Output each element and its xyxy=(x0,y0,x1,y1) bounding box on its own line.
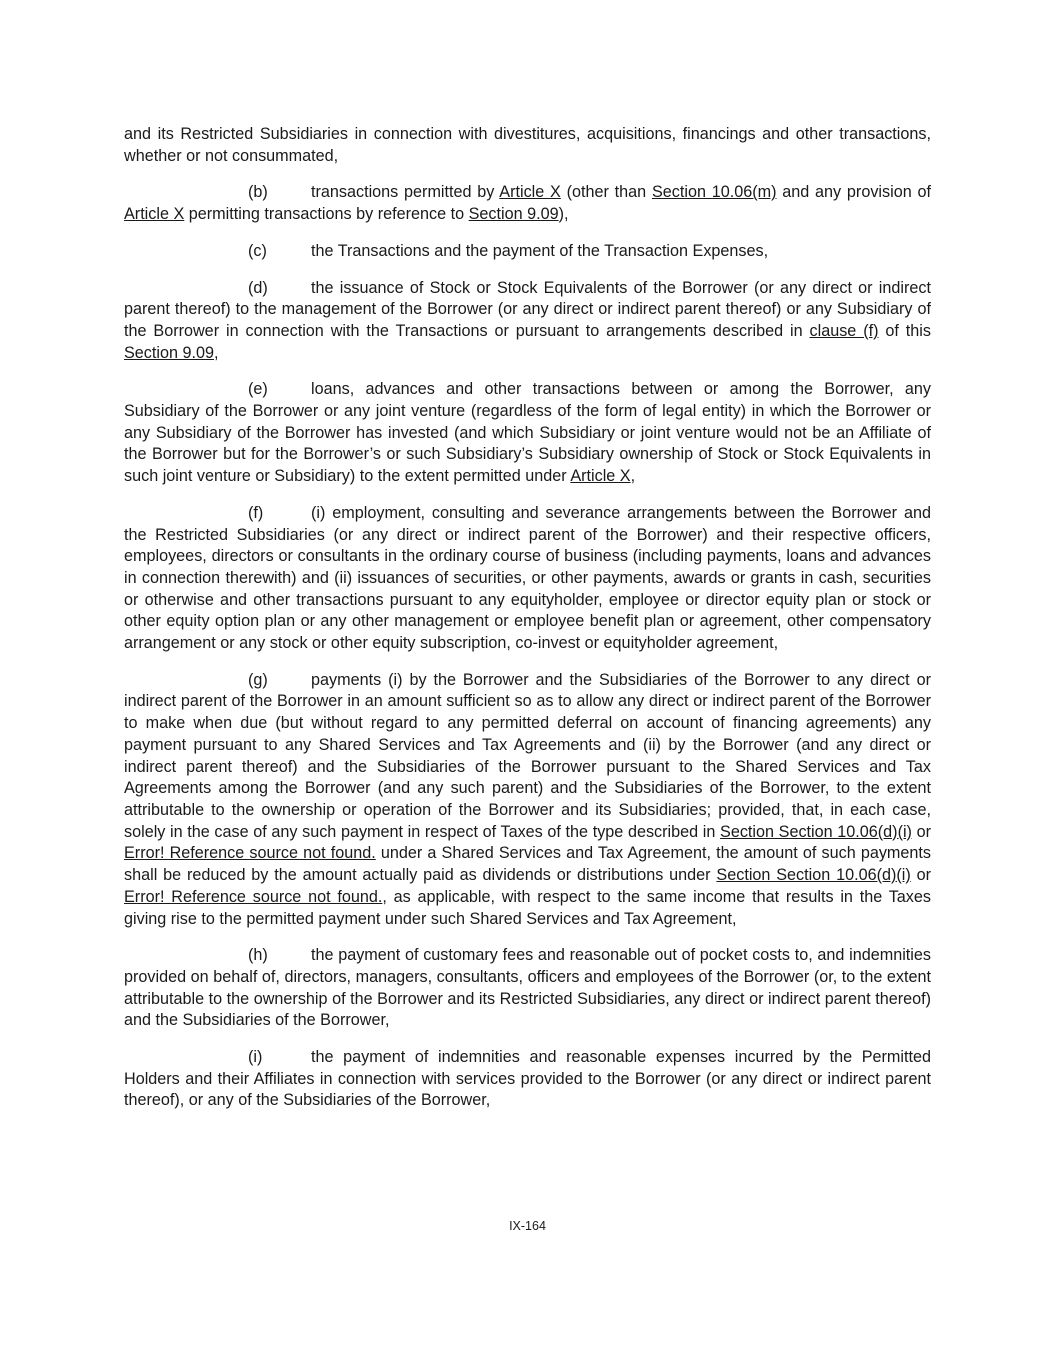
clause-text: payments (i) by the Borrower and the Subsidiaries of the Borrower to any direct or indirect parent of the Borrower in an amount sufficient so as to allow any direct or indirect parent of the Borrower to make when due (but without regard to any permitted deferral on account of financing agreements) any payment pursuant to any Shared Services and Tax Agreements and (ii) by the Borrower (and any direct or indirect parent thereof) and the Subsidiaries of the Borrower pursuant to the Shared Services and Tax Agreements among the Borrower (and any such parent) and the Subsidiaries of the Borrower, to the extent attributable to the ownership or operation of the Borrower and its Subsidiaries; provided, that, in each case, solely in the case of any such payment in respect of Taxes of the type described in xyxy=(124,670,931,841)
page-number: IX-164 xyxy=(509,1219,546,1233)
clause-b xyxy=(124,182,931,225)
cross-reference-link[interactable]: Section 9.09 xyxy=(124,343,214,362)
broken-reference-link[interactable]: Error! Reference source not found. xyxy=(124,844,376,863)
clause-text: the payment of customary fees and reasonable out of pocket costs to, and indemnities provided on behalf of, directors, managers, consultants, officers and employees of the Borrower (or, to the extent attributable to the ownership of the Borrower and its Restricted Subsidiaries, any direct or indirect parent thereof) and the Subsidiaries of the Borrower, xyxy=(124,946,931,1030)
broken-reference-link[interactable]: Error! Reference source not found. xyxy=(124,887,383,906)
cross-reference-link[interactable]: Article X xyxy=(570,467,631,486)
clause-text: ), xyxy=(558,205,569,224)
cross-reference-link[interactable]: clause (f) xyxy=(809,321,879,340)
document-body xyxy=(124,124,931,1127)
clause-text: the issuance of Stock or Stock Equivalents of the Borrower (or any direct or indirect parent thereof) to the management of the Borrower (or any direct or indirect parent thereof) or any Subsidiary of the Borrower in connection with the Transactions or pursuant to arrangements described in xyxy=(124,278,931,340)
clause-label: (f) xyxy=(248,503,264,522)
clause-text: loans, advances and other transactions between or among the Borrower, any Subsidiary of the Borrower or any joint venture (regardless of the form of legal entity) in which the Borrower or any Subsidiary of the Borrower has invested (and which Subsidiary or joint venture would not be an Affiliate of the Borrower but for the Borrower’s or such Subsidiary’s Subsidiary ownership of Stock or Stock Equivalents in such joint venture or Subsidiary) to the extent permitted under xyxy=(124,380,931,486)
clause-text: or xyxy=(910,866,931,885)
clause-text: and any provision of xyxy=(776,183,931,202)
clause-text: the Transactions and the payment of the Transaction Expenses, xyxy=(311,241,769,260)
clause-text: , xyxy=(214,343,219,362)
clause-text: (i) employment, consulting and severance arrangements between the Borrower and the Restricted Subsidiaries (or any direct or indirect parent of the Borrower) and their respective officers, employees, directors or consultants in the ordinary course of business (including payments, loans and advances in connection therewith) and (ii) issuances of securities, or other payments, awards or grants in cash, securities or otherwise and other transactions pursuant to any equityholder, employee or director equity plan or stock or other equity option plan or any other management or employee benefit plan or agreement, other compensatory arrangement or any stock or other equity subscription, co-invest or equityholder agreement, xyxy=(124,503,931,653)
clause-g xyxy=(124,670,931,930)
cross-reference-link[interactable]: Article X xyxy=(499,183,561,202)
opening-text: and its Restricted Subsidiaries in connection with divestitures, acquisitions, financings and other transactions, whether or not consummated, xyxy=(124,125,931,165)
cross-reference-link[interactable]: Section Section 10.06(d)(i) xyxy=(716,866,911,885)
clause-label: (e) xyxy=(248,380,268,399)
clause-label: (d) xyxy=(248,278,268,297)
cross-reference-link[interactable]: Section 10.06(m) xyxy=(651,183,777,202)
cross-reference-link[interactable]: Article X xyxy=(124,205,185,224)
clause-text: transactions permitted by xyxy=(311,183,500,202)
clause-text: of this xyxy=(878,321,931,340)
clause-label: (c) xyxy=(248,241,267,260)
clause-i xyxy=(124,1047,931,1112)
clause-text: the payment of indemnities and reasonable expenses incurred by the Permitted Holders and their Affiliates in connection with services provided to the Borrower (or any direct or indirect parent thereof), or any of the Subsidiaries of the Borrower, xyxy=(124,1048,931,1110)
clause-h xyxy=(124,945,931,1032)
clause-label: (b) xyxy=(248,183,268,202)
cross-reference-link[interactable]: Section Section 10.06(d)(i) xyxy=(720,822,912,841)
clause-text: , xyxy=(630,467,636,486)
clause-label: (h) xyxy=(248,946,268,965)
opening-paragraph xyxy=(124,124,931,167)
clause-text: or xyxy=(911,822,931,841)
clause-text: (other than xyxy=(560,183,652,202)
clause-text: permitting transactions by reference to xyxy=(184,205,469,224)
clause-d xyxy=(124,278,931,365)
clause-text: , as applicable, with respect to the same income that results in the Taxes giving rise to the permitted payment under such Shared Services and Tax Agreement, xyxy=(124,887,931,928)
clause-e xyxy=(124,379,931,488)
clause-label: (i) xyxy=(248,1048,263,1067)
clause-label: (g) xyxy=(248,670,268,689)
clause-f xyxy=(124,503,931,655)
clause-text: under a Shared Services and Tax Agreement, the amount of such payments shall be reduced by the amount actually paid as dividends or distributions under xyxy=(124,844,932,885)
cross-reference-link[interactable]: Section 9.09 xyxy=(468,205,559,224)
clause-c xyxy=(124,241,931,263)
